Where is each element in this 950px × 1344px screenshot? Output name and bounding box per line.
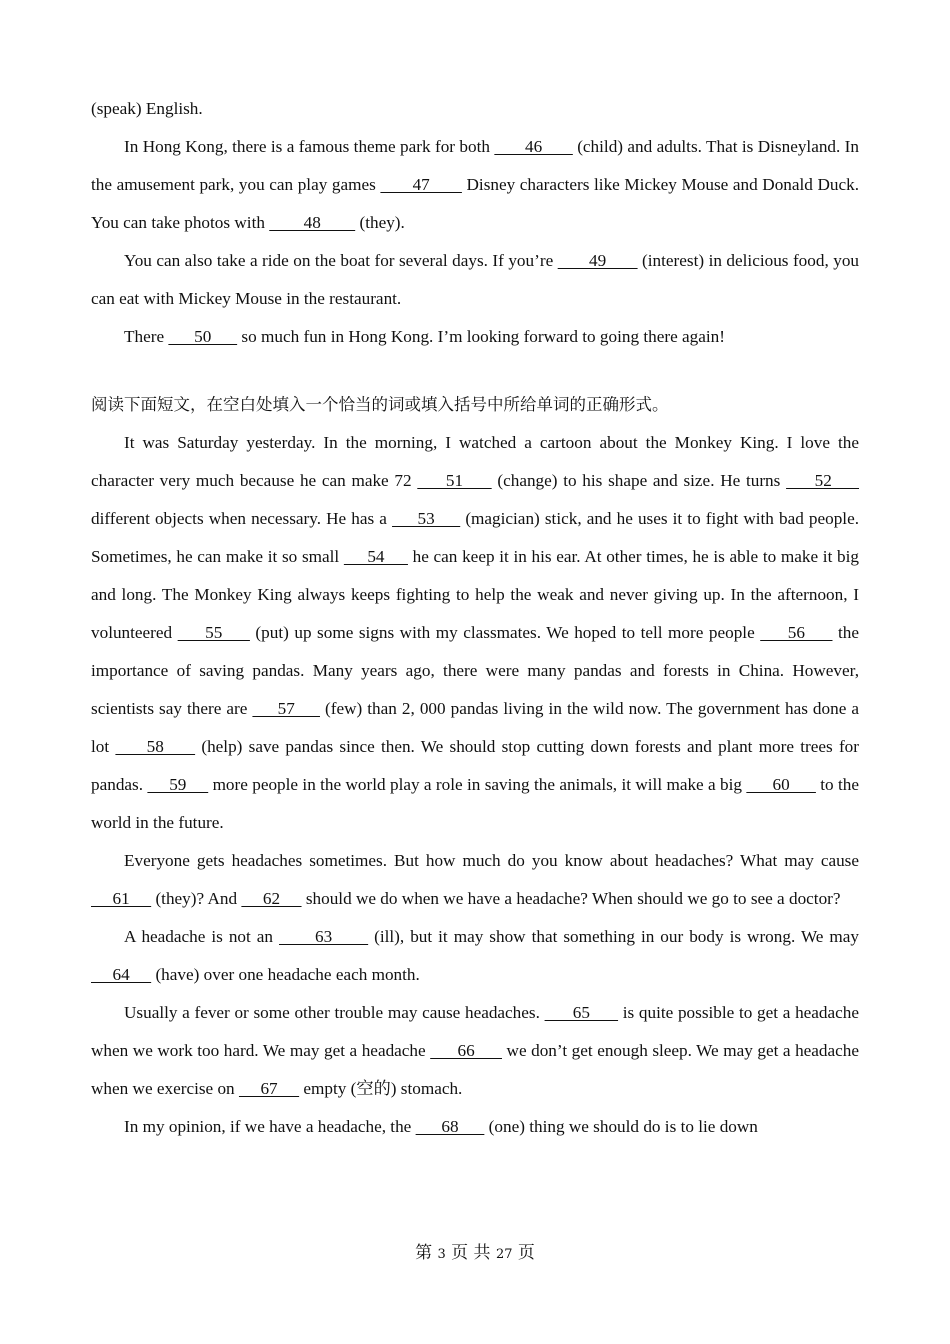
text: A headache is not an (124, 927, 280, 946)
text: There (124, 327, 169, 346)
blank-61: 61 (91, 889, 152, 908)
section-instruction: 阅读下面短文，在空白处填入一个恰当的词或填入括号中所给单词的正确形式。 (91, 395, 669, 414)
blank-66: 66 (430, 1041, 502, 1060)
text: should we do when we have a headache? When should we go to see a doctor? (301, 889, 841, 908)
passage3-paragraph-1 (91, 842, 859, 918)
blank-58: 58 (115, 737, 196, 756)
blank-54: 54 (343, 547, 408, 566)
footer-text: 第 (415, 1243, 438, 1263)
blank-60: 60 (746, 775, 816, 794)
text: You can also take a ride on the boat for several days. If you’re (124, 251, 558, 270)
footer-text: 页 共 (445, 1243, 496, 1263)
blank-49: 49 (557, 251, 638, 270)
passage3-paragraph-4 (91, 1108, 859, 1146)
blank-67: 67 (238, 1079, 300, 1098)
text: (change) to his shape and size. He turns (491, 471, 787, 490)
text: (one) thing we should do is to lie down (484, 1117, 758, 1136)
total-pages: 27 (495, 1247, 513, 1262)
page-number: 3 (437, 1247, 446, 1262)
text: we don’t get enough sleep. We may get a headache when we exercise on (91, 1041, 859, 1098)
text: is quite possible to get a headache when we work too hard. We may get a headache (91, 1003, 859, 1060)
blank-52: 52 (786, 471, 860, 490)
text: (have) over one headache each month. (151, 965, 420, 984)
text: (interest) in delicious food, you can eat with Mickey Mouse in the restaurant. (91, 251, 860, 308)
blank-62: 62 (241, 889, 302, 908)
blank-65: 65 (544, 1003, 619, 1022)
passage2-paragraph (91, 424, 859, 842)
text: more people in the world play a role in saving the animals, it will make a big (208, 775, 747, 794)
text: (ill), but it may show that something in our body is wrong. We may (368, 927, 859, 946)
text: In my opinion, if we have a headache, the (124, 1117, 416, 1136)
blank-64: 64 (91, 965, 152, 984)
text: (magician) stick, and he uses it to fight with bad people. Sometimes, he can make it so small (91, 509, 860, 566)
text: to the world in the future. (91, 775, 859, 832)
blank-68: 68 (415, 1117, 485, 1136)
passage3-paragraph-3 (91, 994, 859, 1108)
passage1-paragraph-2 (91, 242, 859, 318)
blank-51: 51 (417, 471, 492, 490)
text: Usually a fever or some other trouble may cause headaches. (124, 1003, 545, 1022)
blank-57: 57 (252, 699, 320, 718)
text: the importance of saving pandas. Many years ago, there were many pandas and forests in China. However, scientists say there are (91, 623, 859, 718)
document-page (91, 90, 859, 1146)
text: Everyone gets headaches sometimes. But how much do you know about headaches? What may cause (124, 851, 859, 870)
blank-56: 56 (760, 623, 833, 642)
passage1-paragraph-1 (91, 128, 859, 242)
passage1-tail (91, 90, 859, 128)
passage1-paragraph-3 (91, 318, 859, 356)
text: (they). (355, 213, 405, 232)
blank-55: 55 (177, 623, 250, 642)
text: Disney characters like Mickey Mouse and Donald Duck. You can take photos with (91, 175, 859, 232)
footer-text: 页 (512, 1243, 535, 1263)
blank-50: 50 (168, 327, 238, 346)
text: he can keep it in his ear. At other times, he is able to make it big and long. The Monkey King always keeps fighting to help the weak and never giving up. In the afternoon, I volunteered (91, 547, 859, 642)
text: so much fun in Hong Kong. I’m looking forward to going there again! (237, 327, 725, 346)
text: (put) up some signs with my classmates. We hoped to tell more people (249, 623, 761, 642)
text: empty (空的) stomach. (299, 1079, 463, 1098)
page-footer (0, 1238, 950, 1263)
blank-48: 48 (269, 213, 356, 232)
text: (child) and adults. That is Disneyland. In the amusement park, you can play games (91, 137, 860, 194)
text: In Hong Kong, there is a famous theme park for both (124, 137, 495, 156)
text: (help) save pandas since then. We should stop cutting down forests and plant more trees for pandas. (91, 737, 859, 794)
text: (speak) English. (91, 99, 203, 118)
text: (few) than 2, 000 pandas living in the wild now. The government has done a lot (91, 699, 860, 756)
blank-47: 47 (380, 175, 462, 194)
passage3-paragraph-2 (91, 918, 859, 994)
text: (they)? And (151, 889, 242, 908)
text: different objects when necessary. He has a (91, 509, 393, 528)
blank-59: 59 (147, 775, 209, 794)
blank-53: 53 (392, 509, 461, 528)
text: It was Saturday yesterday. In the morning, I watched a cartoon about the Monkey King. I love the character very much because he can make 72 (91, 433, 859, 490)
blank-63: 63 (279, 927, 369, 946)
blank-46: 46 (494, 137, 573, 156)
